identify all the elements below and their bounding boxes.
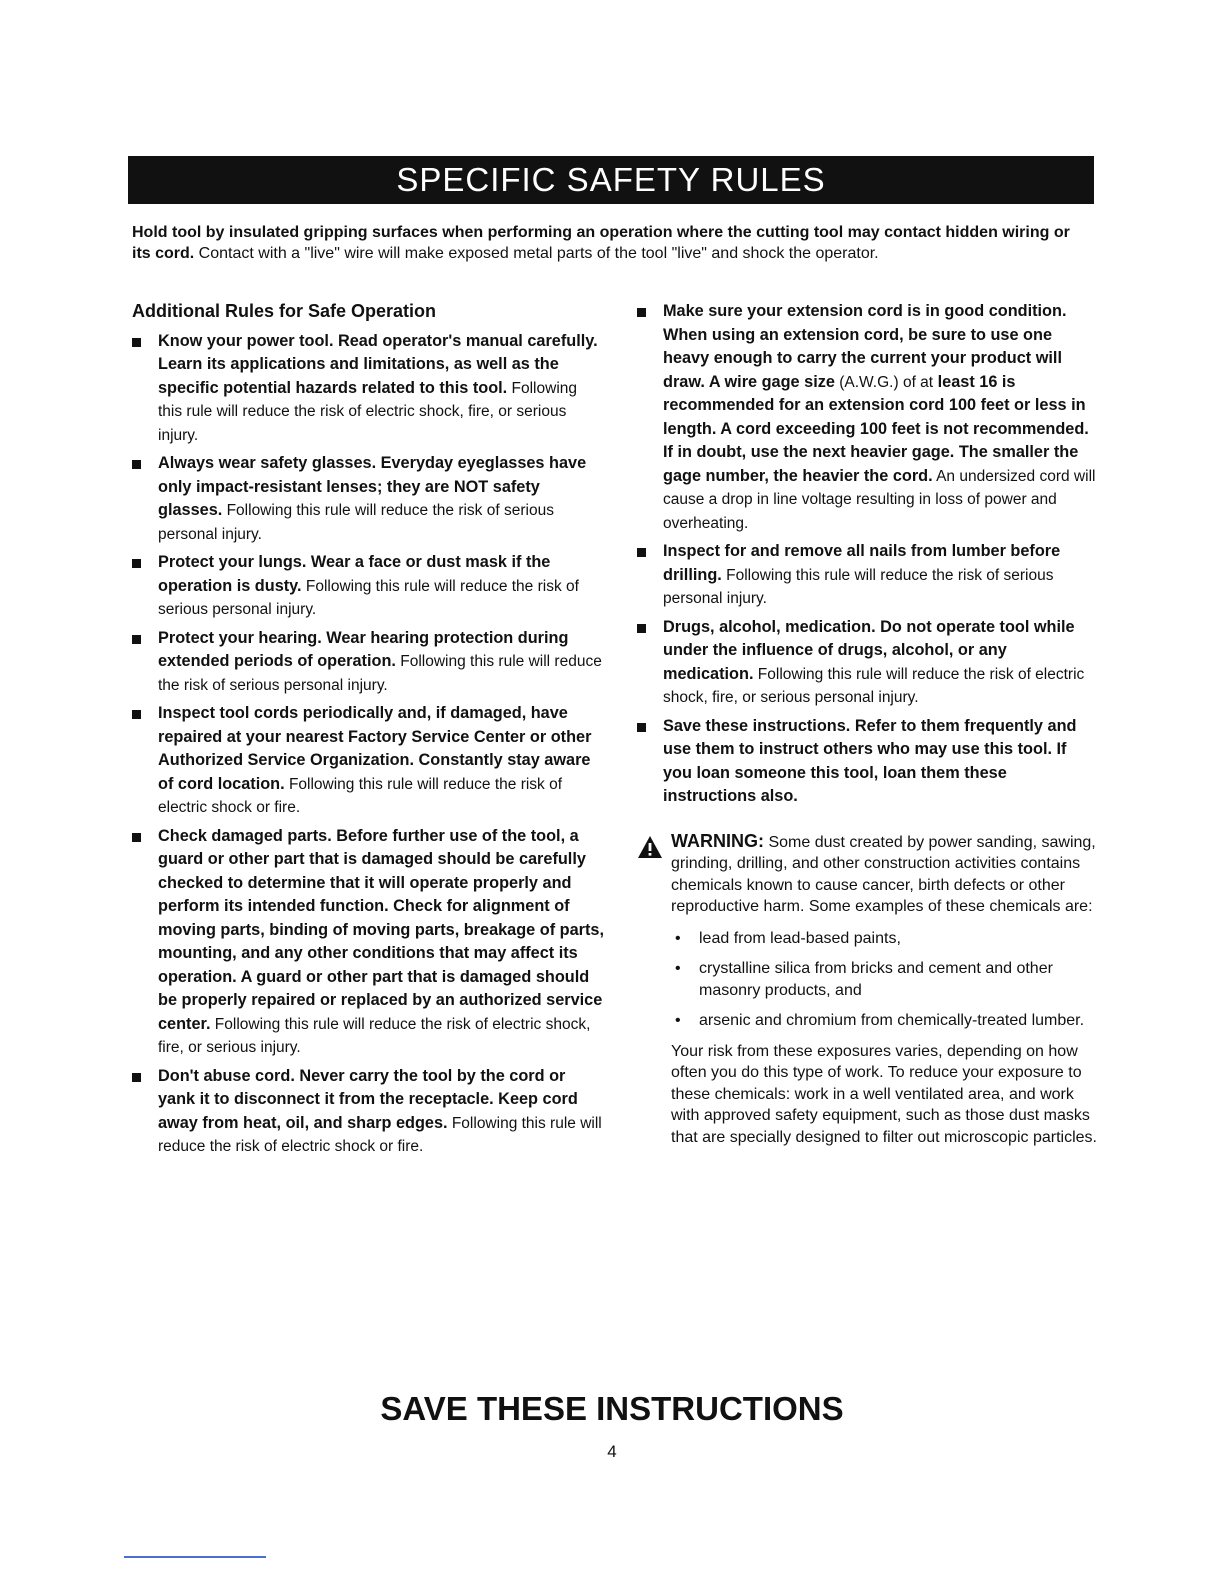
rule-item — [637, 715, 1097, 809]
rule-bold: Protect your lungs. Wear a face or dust mask if the operation is dusty. — [158, 553, 551, 595]
dot-bullet-icon: • — [675, 1012, 681, 1029]
warning-text: Some dust created by power sanding, sawing, grinding, drilling, and other construction activities contains chemicals known to cause cancer, birth defects or other reproductive harm. Some examples of these chemicals are: — [671, 833, 1096, 915]
square-bullet-icon — [132, 338, 141, 347]
intro-normal: Contact with a "live" wire will make exposed metal parts of the tool "live" and shock the operator. — [194, 245, 879, 262]
rule-item — [132, 702, 604, 820]
list-item — [671, 1010, 1097, 1032]
rule-normal: (A.W.G.) of at — [834, 373, 934, 391]
rule-normal-continued: An undersized cord will cause a drop in line voltage resulting in loss of power and overheating. — [663, 467, 1096, 532]
list-item-text: crystalline silica from bricks and cement and other masonry products, and — [699, 960, 1053, 999]
page-title: SPECIFIC SAFETY RULES — [128, 156, 1094, 204]
rule-bold: Save these instructions. Refer to them frequently and use them to instruct others who may use this tool. If you loan someone this tool, loan them these instructions also. — [663, 716, 1077, 805]
warning-label: WARNING: — [671, 830, 764, 851]
square-bullet-icon — [132, 559, 141, 568]
rule-bold: Don't abuse cord. Never carry the tool by the cord or yank it to disconnect it from the receptacle. Keep cord away from heat, oil, and sharp edges. — [158, 1066, 578, 1132]
rule-normal: Following this rule will reduce the risk of serious personal injury. — [158, 577, 579, 618]
list-item-text: arsenic and chromium from chemically-treated lumber. — [699, 1012, 1085, 1029]
rule-item — [132, 627, 604, 698]
intro-paragraph — [132, 222, 1082, 264]
rule-normal: Following this rule will reduce the risk of electric shock, fire, or serious injury. — [158, 1015, 591, 1056]
square-bullet-icon — [132, 1073, 141, 1082]
footer-title: SAVE THESE INSTRUCTIONS — [380, 1390, 844, 1427]
square-bullet-icon — [637, 308, 646, 317]
right-column — [637, 300, 1097, 1148]
rule-item — [132, 330, 604, 448]
rule-bold: Drugs, alcohol, medication. Do not operate tool while under the influence of drugs, alcohol, or any medication. — [663, 617, 1075, 683]
rule-bold: Check damaged parts. Before further use of the tool, a guard or other part that is damaged should be carefully checked to determine that it will operate properly and perform its intended function. Check for alignment of moving parts, binding of moving parts, breakage of parts, mounting, and any other conditions that may affect its operation. A guard or other part that is damaged should be properly repaired or replaced by an authorized service center. — [158, 826, 604, 1033]
rule-item — [132, 825, 604, 1060]
rule-bold: Make sure your extension cord is in good condition. When using an extension cord, be sure to use one heavy enough to carry the current your product will draw. A wire gage size — [663, 302, 1067, 391]
rule-normal: Following this rule will reduce the risk of serious personal injury. — [158, 653, 602, 694]
rule-item — [132, 1065, 604, 1159]
page-number: 4 — [607, 1442, 617, 1461]
list-item — [671, 928, 1097, 950]
rule-item — [132, 452, 604, 546]
rule-bold-continued: least 16 is recommended for an extension cord 100 feet or less in length. A cord exceeding 100 feet is not recommended. If in doubt, use the next heavier gage. The smaller the gage number, the heavier the cord. — [663, 372, 1089, 485]
rule-item — [132, 551, 604, 622]
rule-bold: Inspect for and remove all nails from lumber before drilling. — [663, 542, 1061, 584]
rule-bold: Protect your hearing. Wear hearing protection during extended periods of operation. — [158, 628, 569, 670]
square-bullet-icon — [637, 624, 646, 633]
rule-normal: Following this rule will reduce the risk of serious personal injury. — [663, 566, 1054, 607]
rule-normal: Following this rule will reduce the risk of serious personal injury. — [158, 502, 554, 543]
chemicals-list — [671, 928, 1097, 1032]
list-item — [671, 958, 1097, 1001]
divider-line — [124, 1556, 266, 1558]
rule-normal: Following this rule will reduce the risk of electric shock or fire. — [158, 1114, 602, 1155]
list-item-text: lead from lead-based paints, — [699, 929, 901, 947]
square-bullet-icon — [132, 710, 141, 719]
section-heading: Additional Rules for Safe Operation — [132, 301, 437, 321]
rule-normal: Following this rule will reduce the risk of electric shock or fire. — [158, 775, 563, 816]
dot-bullet-icon: • — [675, 929, 681, 947]
warning-block — [637, 831, 1097, 1149]
square-bullet-icon — [132, 635, 141, 644]
square-bullet-icon — [132, 833, 141, 842]
warning-closing: Your risk from these exposures varies, depending on how often you do this type of work. To reduce your exposure to these chemicals: work in a well ventilated area, and work with approved safety equipment, such as those dust masks that are specially designed to filter out microscopic particles. — [671, 1042, 1097, 1146]
rule-normal: Following this rule will reduce the risk of electric shock, fire, or serious injury. — [158, 379, 577, 444]
rule-item — [637, 540, 1097, 611]
rule-normal: Following this rule will reduce the risk of electric shock, fire, or serious personal injury. — [663, 665, 1085, 706]
square-bullet-icon — [637, 723, 646, 732]
rule-item — [637, 300, 1097, 535]
left-column — [132, 300, 604, 1164]
rule-bold: Know your power tool. Read operator's manual carefully. Learn its applications and limitations, as well as the specific potential hazards related to this tool. — [158, 331, 598, 397]
dot-bullet-icon: • — [675, 960, 681, 977]
rule-item — [637, 616, 1097, 710]
rule-bold: Always wear safety glasses. Everyday eyeglasses have only impact-resistant lenses; they are NOT safety glasses. — [158, 454, 587, 519]
warning-triangle-icon — [637, 835, 663, 859]
square-bullet-icon — [637, 548, 646, 557]
rule-bold: Inspect tool cords periodically and, if damaged, have repaired at your nearest Factory Service Center or other Authorized Service Organization. Constantly stay aware of cord location. — [158, 704, 592, 793]
square-bullet-icon — [132, 460, 141, 469]
intro-bold: Hold tool by insulated gripping surfaces when performing an operation where the cutting tool may contact hidden wiring or its cord. — [132, 224, 1070, 262]
